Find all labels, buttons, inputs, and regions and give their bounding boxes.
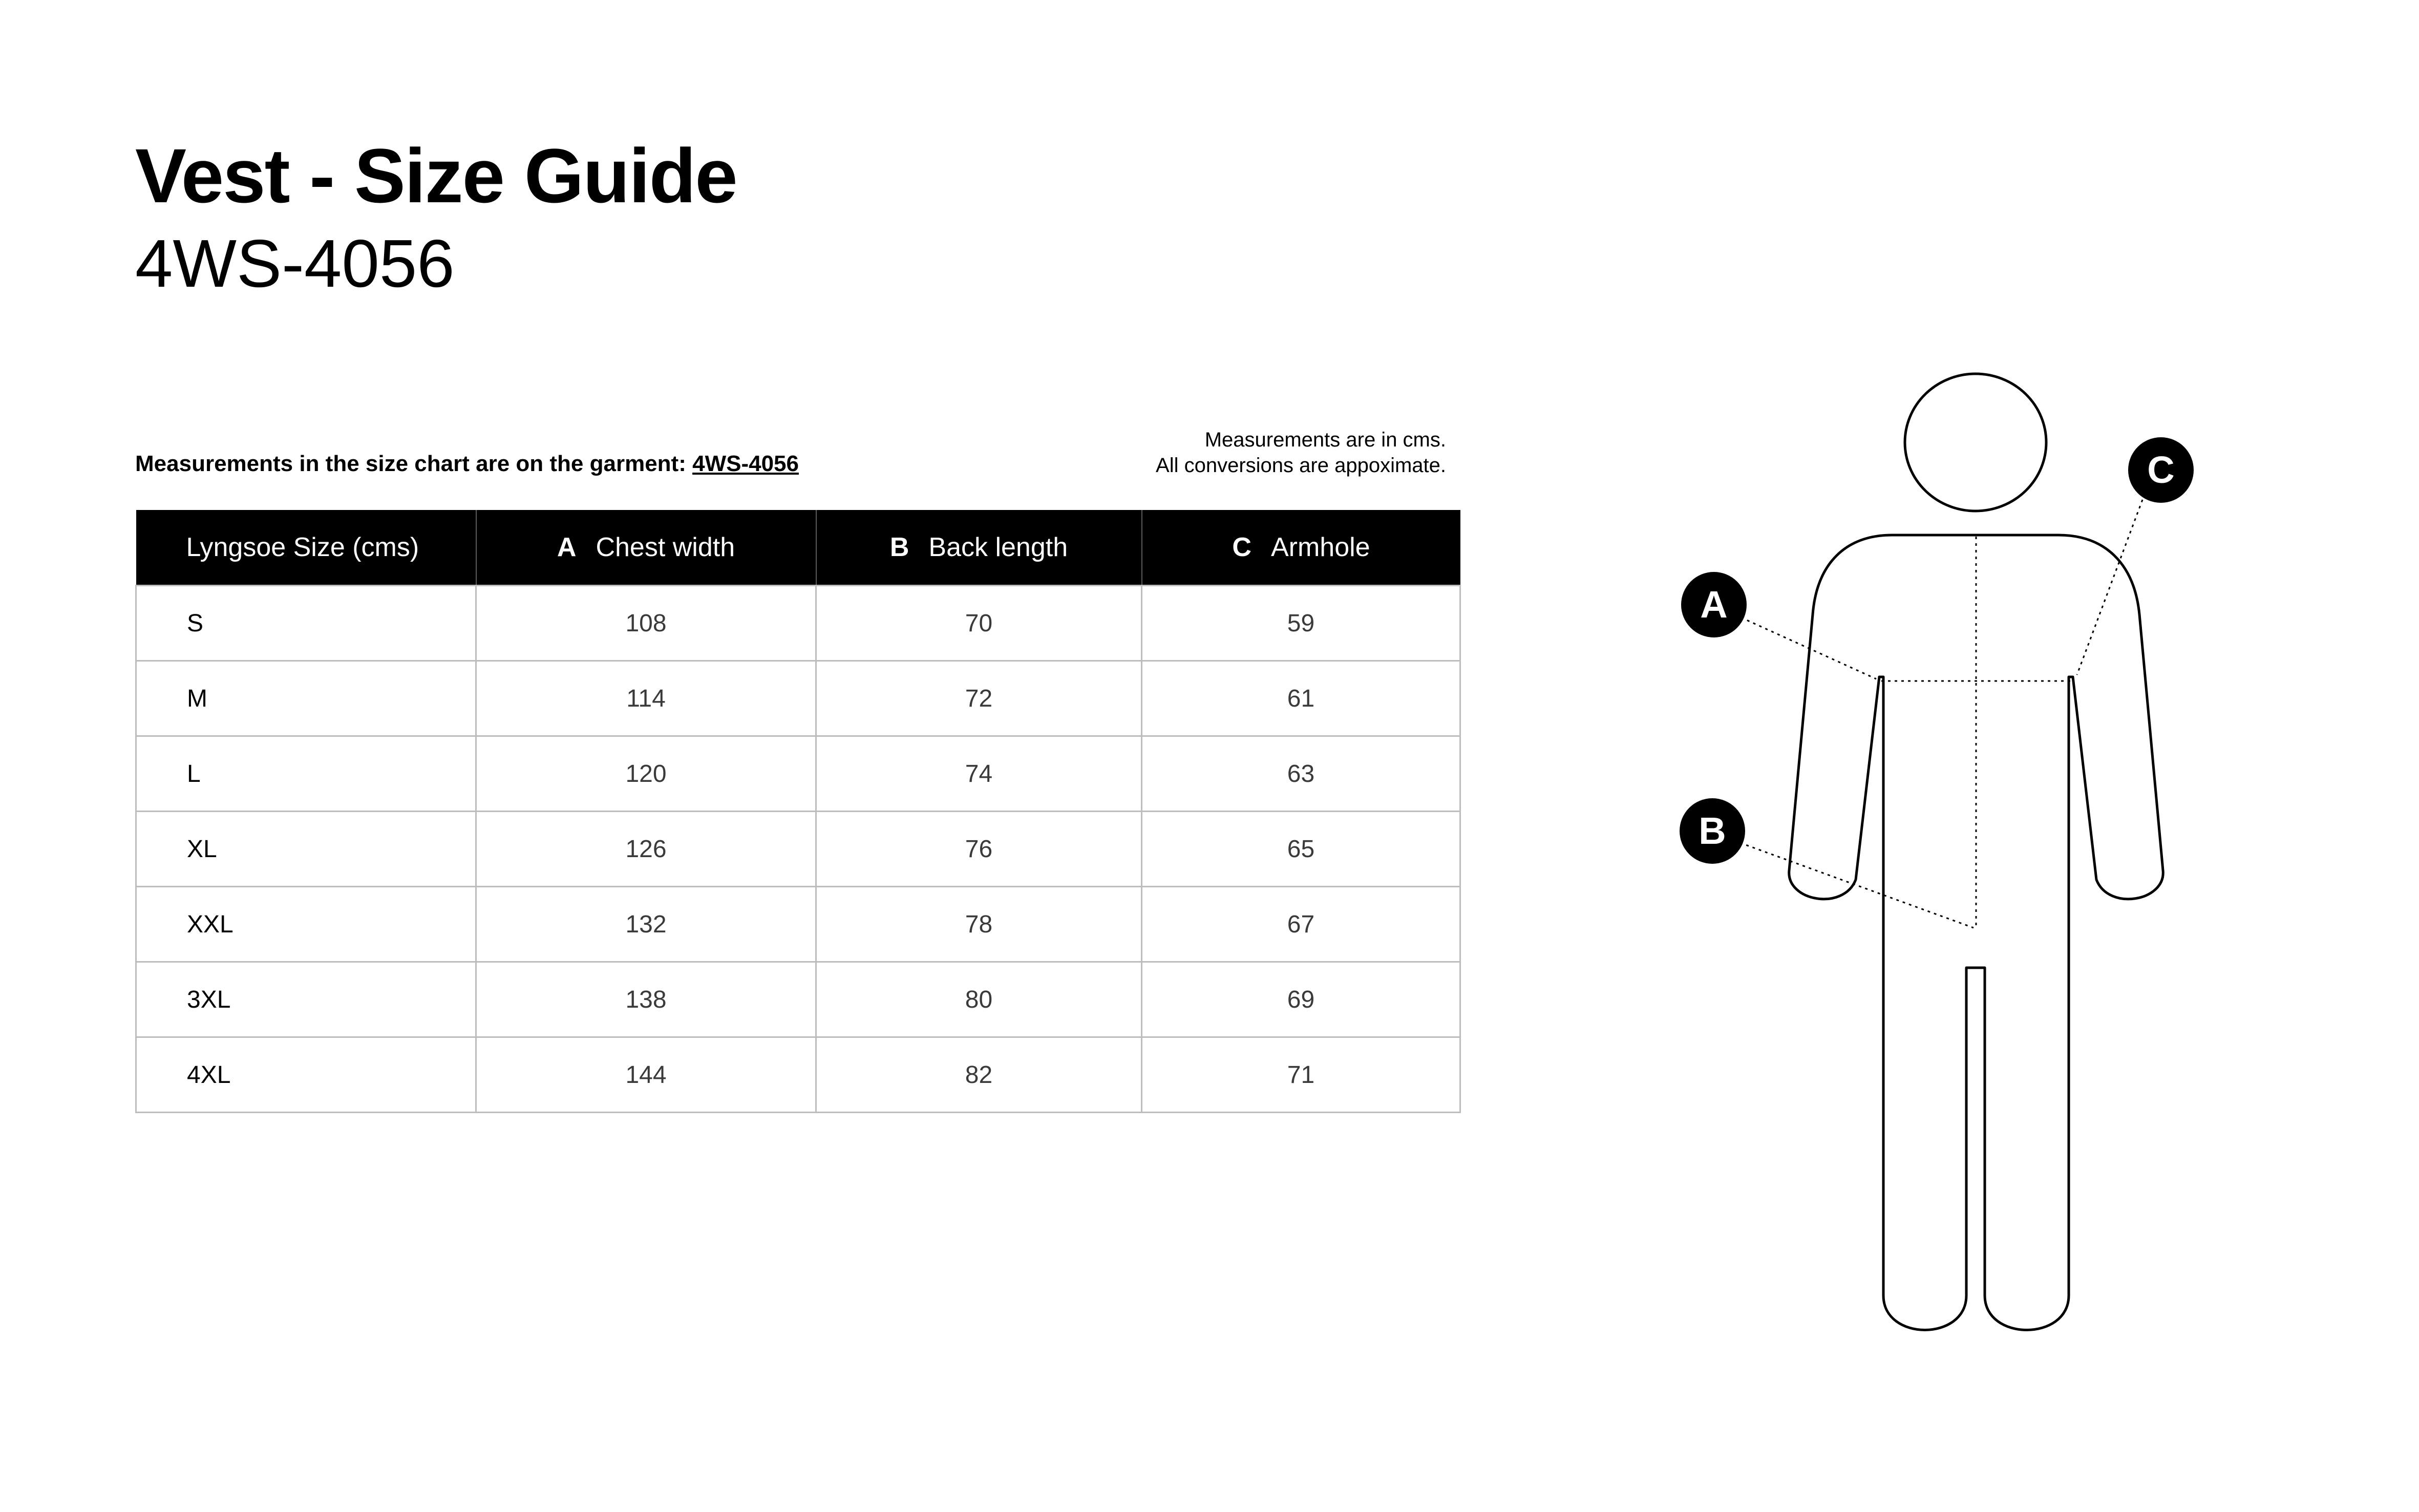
marker-c [2128, 437, 2194, 503]
back-length-cell: 74 [816, 736, 1142, 812]
chest-width-cell: 144 [476, 1037, 816, 1113]
chest-width-cell: 108 [476, 586, 816, 661]
armhole-cell: 65 [1142, 812, 1460, 887]
size-cell: XXL [136, 887, 476, 962]
size-cell: XL [136, 812, 476, 887]
garment-code-link[interactable]: 4WS-4056 [692, 451, 799, 476]
armhole-cell: 67 [1142, 887, 1460, 962]
armhole-cell: 59 [1142, 586, 1460, 661]
column-header-letter: B [889, 533, 909, 562]
back-length-cell: 70 [816, 586, 1142, 661]
column-header-label: Lyngsoe Size (cms) [186, 533, 419, 562]
product-code: 4WS-4056 [135, 226, 455, 301]
size-cell: 4XL [136, 1037, 476, 1113]
size-cell: 3XL [136, 962, 476, 1037]
armhole-cell: 71 [1142, 1037, 1460, 1113]
column-header-label: Chest width [596, 533, 735, 562]
back-length-cell: 76 [816, 812, 1142, 887]
armhole-cell: 63 [1142, 736, 1460, 812]
marker-c-label: C [2147, 449, 2175, 491]
marker-b [1680, 798, 1745, 864]
chest-width-cell: 114 [476, 661, 816, 736]
marker-a-label: A [1700, 583, 1728, 626]
units-note-line-2: All conversions are appoximate. [1156, 454, 1446, 477]
column-header-letter: C [1232, 533, 1251, 562]
chest-width-cell: 120 [476, 736, 816, 812]
head-outline [1905, 374, 2046, 511]
back-length-cell: 80 [816, 962, 1142, 1037]
column-header-label: Armhole [1270, 533, 1370, 562]
armhole-cell: 69 [1142, 962, 1460, 1037]
armhole-cell: 61 [1142, 661, 1460, 736]
chest-width-cell: 138 [476, 962, 816, 1037]
body-outline [1789, 535, 2163, 1330]
page-title: Vest - Size Guide [135, 133, 737, 219]
marker-a [1681, 572, 1747, 637]
marker-b-label: B [1699, 810, 1726, 852]
size-cell: S [136, 586, 476, 661]
units-note-line-1: Measurements are in cms. [1204, 429, 1446, 451]
chest-width-cell: 132 [476, 887, 816, 962]
size-cell: L [136, 736, 476, 812]
back-length-cell: 82 [816, 1037, 1142, 1113]
garment-note-text: Measurements in the size chart are on the garment: [135, 451, 686, 476]
back-length-cell: 78 [816, 887, 1142, 962]
back-length-cell: 72 [816, 661, 1142, 736]
chest-width-cell: 126 [476, 812, 816, 887]
size-cell: M [136, 661, 476, 736]
column-header-letter: A [557, 533, 577, 562]
marker-b-leader [1740, 843, 1974, 928]
column-header-label: Back length [928, 533, 1068, 562]
